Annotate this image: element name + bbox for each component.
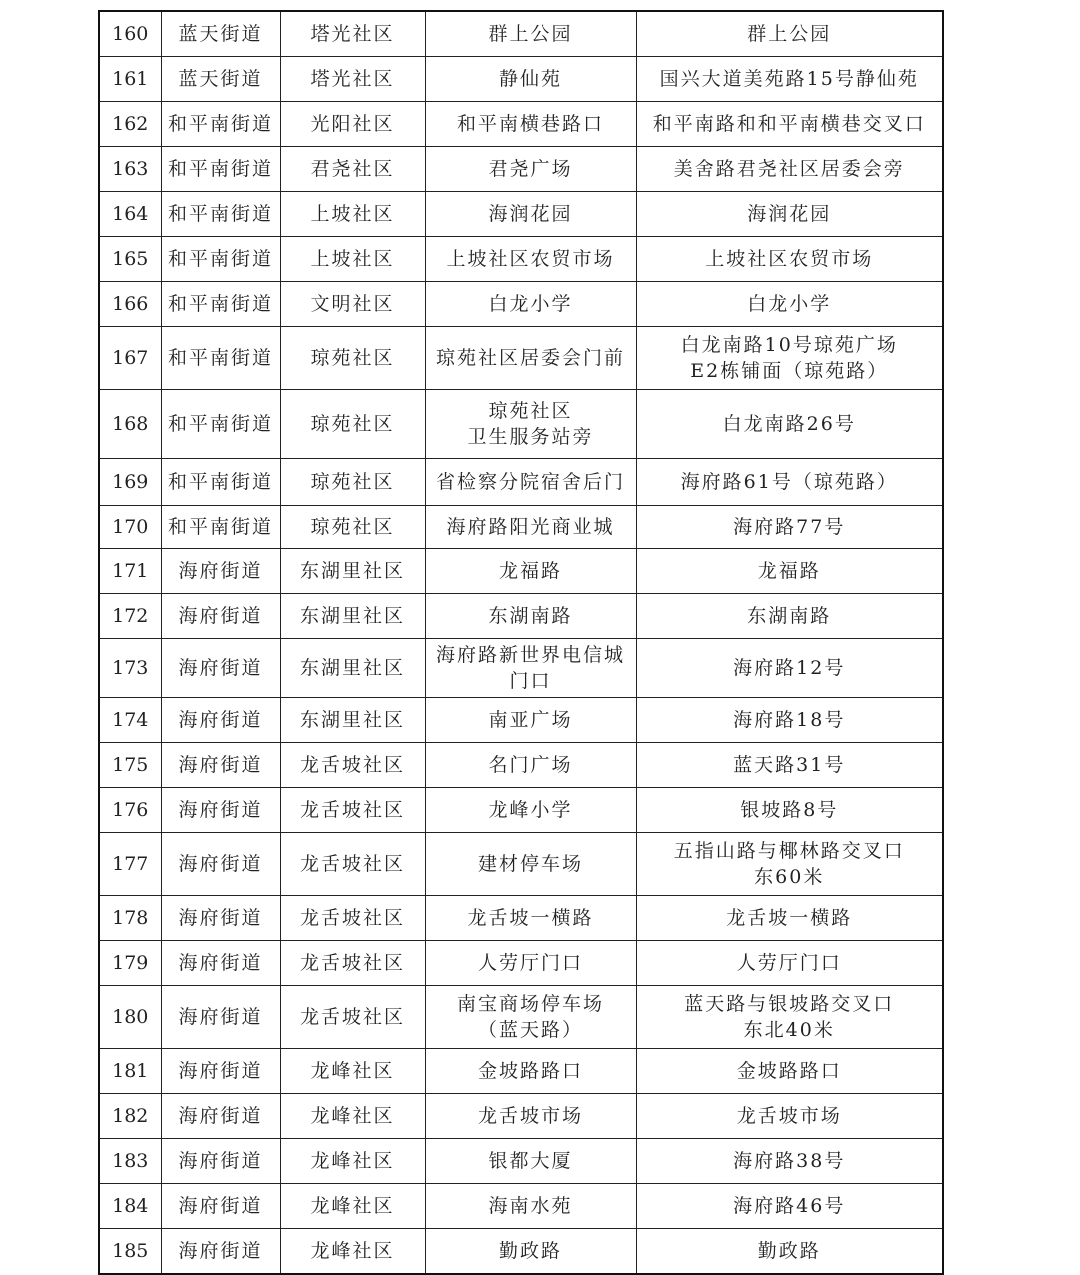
site-cell: 君尧广场 <box>425 147 636 192</box>
community-cell: 龙峰社区 <box>280 1049 425 1094</box>
community-cell: 龙舌坡社区 <box>280 896 425 941</box>
row-number: 166 <box>99 282 161 327</box>
site-cell: 金坡路路口 <box>425 1049 636 1094</box>
street-cell: 蓝天街道 <box>161 11 280 57</box>
table-row <box>99 896 943 941</box>
address-cell: 国兴大道美苑路15号静仙苑 <box>636 57 943 102</box>
address-cell: 蓝天路与银坡路交叉口 东北40米 <box>636 986 943 1049</box>
row-number: 184 <box>99 1184 161 1229</box>
table-row <box>99 639 943 698</box>
address-cell: 上坡社区农贸市场 <box>636 237 943 282</box>
row-number: 172 <box>99 594 161 639</box>
site-cell: 龙福路 <box>425 549 636 594</box>
table-row <box>99 698 943 743</box>
table-row <box>99 986 943 1049</box>
address-cell: 东湖南路 <box>636 594 943 639</box>
community-cell: 琼苑社区 <box>280 459 425 506</box>
address-cell: 五指山路与椰林路交叉口 东60米 <box>636 833 943 896</box>
site-cell: 龙峰小学 <box>425 788 636 833</box>
table-row <box>99 594 943 639</box>
street-cell: 海府街道 <box>161 1094 280 1139</box>
table-row <box>99 506 943 549</box>
row-number: 181 <box>99 1049 161 1094</box>
row-number: 164 <box>99 192 161 237</box>
table-row <box>99 788 943 833</box>
address-cell: 龙福路 <box>636 549 943 594</box>
street-cell: 海府街道 <box>161 1229 280 1275</box>
site-cell: 龙舌坡一横路 <box>425 896 636 941</box>
street-cell: 海府街道 <box>161 833 280 896</box>
community-cell: 龙舌坡社区 <box>280 788 425 833</box>
community-cell: 君尧社区 <box>280 147 425 192</box>
address-cell: 海府路12号 <box>636 639 943 698</box>
address-cell: 海府路46号 <box>636 1184 943 1229</box>
row-number: 171 <box>99 549 161 594</box>
table-row <box>99 57 943 102</box>
community-cell: 上坡社区 <box>280 237 425 282</box>
site-cell: 群上公园 <box>425 11 636 57</box>
address-cell: 海府路77号 <box>636 506 943 549</box>
site-cell: 南宝商场停车场 （蓝天路） <box>425 986 636 1049</box>
table-row <box>99 11 943 57</box>
table-row <box>99 282 943 327</box>
street-cell: 和平南街道 <box>161 282 280 327</box>
site-cell: 建材停车场 <box>425 833 636 896</box>
row-number: 168 <box>99 390 161 459</box>
table-row <box>99 941 943 986</box>
site-cell: 勤政路 <box>425 1229 636 1275</box>
address-cell: 白龙南路10号琼苑广场 E2栋铺面（琼苑路） <box>636 327 943 390</box>
street-cell: 海府街道 <box>161 941 280 986</box>
community-cell: 塔光社区 <box>280 57 425 102</box>
community-cell: 琼苑社区 <box>280 506 425 549</box>
site-cell: 和平南横巷路口 <box>425 102 636 147</box>
locations-table <box>98 10 944 1275</box>
street-cell: 和平南街道 <box>161 459 280 506</box>
row-number: 165 <box>99 237 161 282</box>
community-cell: 文明社区 <box>280 282 425 327</box>
site-cell: 南亚广场 <box>425 698 636 743</box>
table-row <box>99 1049 943 1094</box>
address-cell: 海润花园 <box>636 192 943 237</box>
row-number: 177 <box>99 833 161 896</box>
address-cell: 龙舌坡一横路 <box>636 896 943 941</box>
community-cell: 琼苑社区 <box>280 327 425 390</box>
row-number: 183 <box>99 1139 161 1184</box>
site-cell: 白龙小学 <box>425 282 636 327</box>
community-cell: 龙峰社区 <box>280 1229 425 1275</box>
address-cell: 海府路38号 <box>636 1139 943 1184</box>
street-cell: 和平南街道 <box>161 327 280 390</box>
street-cell: 海府街道 <box>161 788 280 833</box>
table-row <box>99 1229 943 1275</box>
table-row <box>99 1139 943 1184</box>
row-number: 182 <box>99 1094 161 1139</box>
table-row <box>99 1184 943 1229</box>
table-row <box>99 743 943 788</box>
table-row <box>99 192 943 237</box>
site-cell: 海府路阳光商业城 <box>425 506 636 549</box>
address-cell: 金坡路路口 <box>636 1049 943 1094</box>
row-number: 167 <box>99 327 161 390</box>
table-body <box>99 11 943 1274</box>
site-cell: 琼苑社区 卫生服务站旁 <box>425 390 636 459</box>
site-cell: 海润花园 <box>425 192 636 237</box>
address-cell: 银坡路8号 <box>636 788 943 833</box>
site-cell: 人劳厅门口 <box>425 941 636 986</box>
address-cell: 勤政路 <box>636 1229 943 1275</box>
table-row <box>99 147 943 192</box>
row-number: 185 <box>99 1229 161 1275</box>
table-row <box>99 327 943 390</box>
street-cell: 和平南街道 <box>161 147 280 192</box>
row-number: 174 <box>99 698 161 743</box>
site-cell: 静仙苑 <box>425 57 636 102</box>
row-number: 179 <box>99 941 161 986</box>
row-number: 173 <box>99 639 161 698</box>
street-cell: 和平南街道 <box>161 237 280 282</box>
table-row <box>99 549 943 594</box>
address-cell: 蓝天路31号 <box>636 743 943 788</box>
address-cell: 白龙南路26号 <box>636 390 943 459</box>
community-cell: 琼苑社区 <box>280 390 425 459</box>
row-number: 163 <box>99 147 161 192</box>
row-number: 178 <box>99 896 161 941</box>
street-cell: 和平南街道 <box>161 192 280 237</box>
site-cell: 海南水苑 <box>425 1184 636 1229</box>
site-cell: 省检察分院宿舍后门 <box>425 459 636 506</box>
street-cell: 海府街道 <box>161 639 280 698</box>
row-number: 161 <box>99 57 161 102</box>
community-cell: 龙峰社区 <box>280 1184 425 1229</box>
table-row <box>99 237 943 282</box>
row-number: 160 <box>99 11 161 57</box>
site-cell: 上坡社区农贸市场 <box>425 237 636 282</box>
row-number: 176 <box>99 788 161 833</box>
row-number: 175 <box>99 743 161 788</box>
address-cell: 海府路18号 <box>636 698 943 743</box>
community-cell: 龙舌坡社区 <box>280 986 425 1049</box>
street-cell: 和平南街道 <box>161 390 280 459</box>
street-cell: 蓝天街道 <box>161 57 280 102</box>
street-cell: 海府街道 <box>161 1139 280 1184</box>
address-cell: 白龙小学 <box>636 282 943 327</box>
street-cell: 海府街道 <box>161 698 280 743</box>
community-cell: 东湖里社区 <box>280 549 425 594</box>
community-cell: 东湖里社区 <box>280 594 425 639</box>
street-cell: 和平南街道 <box>161 506 280 549</box>
community-cell: 龙舌坡社区 <box>280 833 425 896</box>
table-row <box>99 459 943 506</box>
table-row <box>99 833 943 896</box>
community-cell: 龙峰社区 <box>280 1139 425 1184</box>
community-cell: 龙舌坡社区 <box>280 941 425 986</box>
community-cell: 塔光社区 <box>280 11 425 57</box>
row-number: 162 <box>99 102 161 147</box>
community-cell: 东湖里社区 <box>280 639 425 698</box>
site-cell: 银都大厦 <box>425 1139 636 1184</box>
community-cell: 龙舌坡社区 <box>280 743 425 788</box>
community-cell: 龙峰社区 <box>280 1094 425 1139</box>
community-cell: 上坡社区 <box>280 192 425 237</box>
community-cell: 东湖里社区 <box>280 698 425 743</box>
street-cell: 海府街道 <box>161 896 280 941</box>
street-cell: 海府街道 <box>161 594 280 639</box>
street-cell: 海府街道 <box>161 1049 280 1094</box>
site-cell: 海府路新世界电信城 门口 <box>425 639 636 698</box>
row-number: 169 <box>99 459 161 506</box>
row-number: 180 <box>99 986 161 1049</box>
table-row <box>99 1094 943 1139</box>
site-cell: 名门广场 <box>425 743 636 788</box>
address-cell: 龙舌坡市场 <box>636 1094 943 1139</box>
table-row <box>99 390 943 459</box>
site-cell: 龙舌坡市场 <box>425 1094 636 1139</box>
address-cell: 美舍路君尧社区居委会旁 <box>636 147 943 192</box>
street-cell: 和平南街道 <box>161 102 280 147</box>
street-cell: 海府街道 <box>161 549 280 594</box>
address-cell: 人劳厅门口 <box>636 941 943 986</box>
address-cell: 群上公园 <box>636 11 943 57</box>
street-cell: 海府街道 <box>161 1184 280 1229</box>
row-number: 170 <box>99 506 161 549</box>
site-cell: 琼苑社区居委会门前 <box>425 327 636 390</box>
site-cell: 东湖南路 <box>425 594 636 639</box>
address-cell: 海府路61号（琼苑路） <box>636 459 943 506</box>
table-row <box>99 102 943 147</box>
address-cell: 和平南路和和平南横巷交叉口 <box>636 102 943 147</box>
street-cell: 海府街道 <box>161 986 280 1049</box>
street-cell: 海府街道 <box>161 743 280 788</box>
community-cell: 光阳社区 <box>280 102 425 147</box>
